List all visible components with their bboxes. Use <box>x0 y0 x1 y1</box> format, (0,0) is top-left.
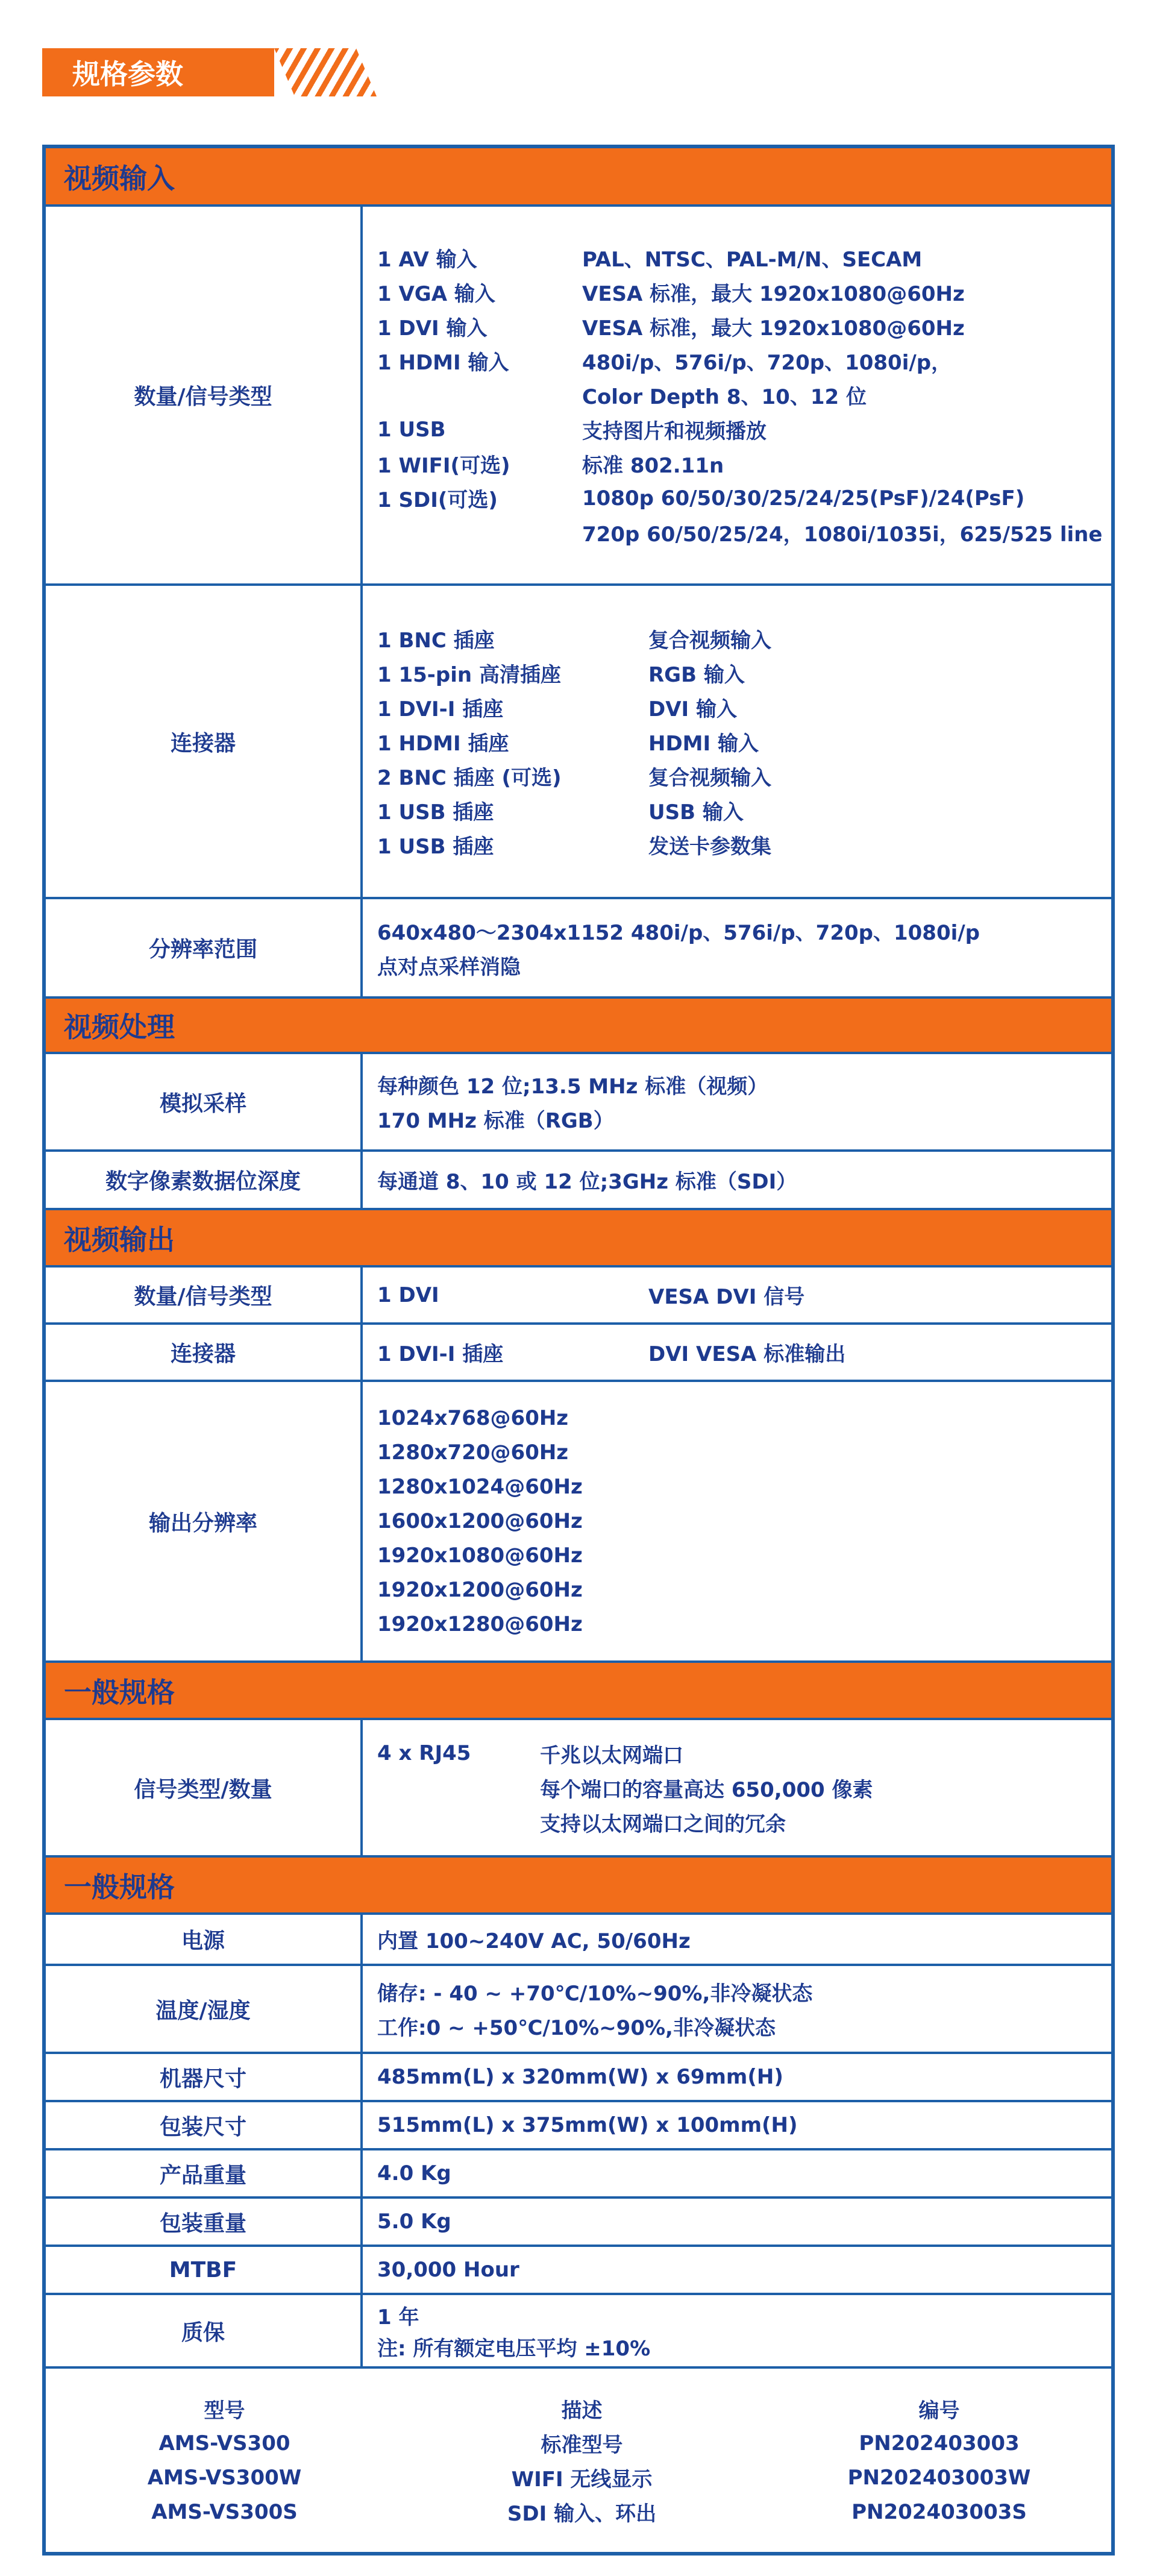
spec-detail: PAL、NTSC、PAL-M/N、SECAM <box>582 248 923 272</box>
spec-detail: 千兆以太网端口 <box>540 1743 683 1768</box>
resolution-item: 1920x1280@60Hz <box>377 1612 583 1636</box>
row-value <box>363 207 1111 583</box>
spec-line <box>377 412 1111 447</box>
row-value: 内置 100~240V AC, 50/60Hz <box>377 1929 691 1953</box>
model-part-number: PN202403003 <box>859 2431 1020 2455</box>
row-label: 连接器 <box>46 586 363 897</box>
model-row <box>46 2495 1118 2529</box>
spec-line: 640x480～2304x1152 480i/p、576i/p、720p、1080i/p <box>377 920 980 945</box>
row-label: 模拟采样 <box>46 1054 363 1149</box>
spec-detail: 每个端口的容量高达 650,000 像素 <box>540 1777 873 1802</box>
model-row <box>46 2460 1118 2495</box>
spec-line <box>377 621 1111 656</box>
row-analog-sampling <box>46 1054 1111 1152</box>
spec-line <box>377 515 1111 550</box>
spec-detail: HDMI 输入 <box>648 731 759 756</box>
section-header-general-1 <box>46 1663 1111 1720</box>
spec-line <box>377 275 1111 309</box>
row-output-count <box>46 1268 1111 1325</box>
model-part-number: PN202403003S <box>851 2499 1027 2524</box>
section-title: 一般规格 <box>64 1676 175 1709</box>
row-value: 515mm(L) x 375mm(W) x 100mm(H) <box>377 2113 798 2137</box>
row-machine-size <box>46 2054 1111 2102</box>
spec-key: 1 AV 输入 <box>377 248 477 272</box>
spec-line <box>377 1736 1111 1771</box>
model-description: 标准型号 <box>541 2433 623 2457</box>
page-title: 规格参数 <box>72 58 183 90</box>
spec-key: 1 15-pin 高清插座 <box>377 662 561 687</box>
spec-line <box>377 656 1111 690</box>
row-label: MTBF <box>46 2247 363 2293</box>
spec-key: 1 BNC 插座 <box>377 628 495 653</box>
row-output-connector <box>46 1325 1111 1382</box>
spec-key: 1 USB 插座 <box>377 834 494 859</box>
models-table <box>46 2369 1111 2552</box>
spec-key: 1 VGA 输入 <box>377 282 495 306</box>
row-package-weight <box>46 2199 1111 2247</box>
row-value <box>363 1382 1111 1660</box>
spec-detail: VESA 标准，最大 1920x1080@60Hz <box>582 316 965 341</box>
page-title-tag <box>42 48 274 96</box>
spec-key: 1 DVI-I 插座 <box>377 697 504 721</box>
spec-table <box>42 145 1115 2556</box>
row-value: 30,000 Hour <box>377 2258 519 2282</box>
row-label: 信号类型/数量 <box>46 1720 363 1855</box>
row-label: 机器尺寸 <box>46 2054 363 2100</box>
spec-detail: RGB 输入 <box>648 662 745 687</box>
row-label: 包装重量 <box>46 2199 363 2245</box>
spec-line <box>377 828 1111 862</box>
spec-line: 点对点采样消隐 <box>377 955 521 979</box>
row-value <box>363 1966 1111 2052</box>
row-temperature <box>46 1966 1111 2054</box>
spec-line <box>377 793 1111 828</box>
spec-detail: DVI VESA 标准输出 <box>648 1342 846 1366</box>
spec-line <box>377 1278 1111 1312</box>
resolution-item: 1280x720@60Hz <box>377 1440 569 1465</box>
row-value: 4.0 Kg <box>377 2161 451 2185</box>
spec-line <box>377 759 1111 793</box>
row-label: 包装尺寸 <box>46 2102 363 2148</box>
model-description: SDI 输入、环出 <box>507 2502 657 2526</box>
column-header: 型号 <box>204 2399 245 2423</box>
row-label: 数字像素数据位深度 <box>46 1152 363 1208</box>
section-header-video-input <box>46 148 1111 207</box>
row-value <box>363 1268 1111 1322</box>
section-header-general-2 <box>46 1858 1111 1915</box>
spec-detail: VESA 标准，最大 1920x1080@60Hz <box>582 282 965 306</box>
spec-line <box>377 1335 1111 1369</box>
row-product-weight <box>46 2150 1111 2199</box>
spec-key: 2 BNC 插座 (可选) <box>377 765 562 790</box>
spec-detail: 支持图片和视频播放 <box>582 419 767 444</box>
spec-key: 1 USB 插座 <box>377 800 494 825</box>
spec-key: 1 DVI 输入 <box>377 316 488 341</box>
spec-detail: 1080p 60/50/30/25/24/25(PsF)/24(PsF) <box>582 486 1025 510</box>
resolution-item: 1920x1200@60Hz <box>377 1578 583 1602</box>
resolution-item: 1920x1080@60Hz <box>377 1544 583 1568</box>
resolution-item: 1600x1200@60Hz <box>377 1509 583 1533</box>
section-title: 视频处理 <box>64 1011 175 1043</box>
spec-line: 每种颜色 12 位;13.5 MHz 标准（视频） <box>377 1075 768 1099</box>
row-input-connectors <box>46 586 1111 899</box>
spec-key: 1 DVI <box>377 1283 439 1307</box>
row-warranty <box>46 2295 1111 2369</box>
section-header-video-output <box>46 1210 1111 1268</box>
spec-detail: 复合视频输入 <box>648 628 771 653</box>
spec-line: 工作:0 ~ +50℃/10%~90%,非冷凝状态 <box>377 2016 776 2040</box>
spec-line <box>377 447 1111 481</box>
spec-detail: USB 输入 <box>648 800 744 825</box>
row-value <box>363 1325 1111 1380</box>
spec-line: 注: 所有额定电压平均 ±10% <box>377 2336 651 2361</box>
spec-line <box>377 344 1111 378</box>
spec-key: 1 USB <box>377 417 446 442</box>
row-label: 产品重量 <box>46 2150 363 2196</box>
spec-detail: DVI 输入 <box>648 697 738 721</box>
row-label: 数量/信号类型 <box>46 1268 363 1322</box>
spec-line <box>377 1771 1111 1805</box>
section-title: 一般规格 <box>64 1870 175 1903</box>
row-value <box>363 1054 1111 1149</box>
row-value <box>363 1152 1111 1208</box>
model-part-number: PN202403003W <box>847 2465 1031 2490</box>
model-row <box>46 2426 1118 2460</box>
spec-line: 1 年 <box>377 2305 419 2329</box>
column-header: 编号 <box>918 2399 960 2423</box>
row-label: 连接器 <box>46 1325 363 1380</box>
spec-key: 1 HDMI 输入 <box>377 351 509 375</box>
row-value <box>363 2295 1111 2366</box>
row-label: 分辨率范围 <box>46 899 363 996</box>
spec-detail: 发送卡参数集 <box>648 834 771 859</box>
spec-line <box>377 481 1111 515</box>
spec-key: 4 x RJ45 <box>377 1741 471 1765</box>
spec-line: 储存: - 40 ~ +70℃/10%~90%,非冷凝状态 <box>377 1982 813 2006</box>
spec-detail: 复合视频输入 <box>648 765 771 790</box>
model-description: WIFI 无线显示 <box>511 2468 653 2492</box>
row-mtbf <box>46 2247 1111 2295</box>
row-power <box>46 1915 1111 1966</box>
spec-detail: 720p 60/50/25/24，1080i/1035i，625/525 line <box>582 523 1103 547</box>
spec-detail: Color Depth 8、10、12 位 <box>582 385 867 409</box>
row-value <box>363 899 1111 996</box>
spec-line <box>377 378 1111 412</box>
row-signal-ports <box>46 1720 1111 1858</box>
row-input-count <box>46 207 1111 586</box>
model-name: AMS-VS300S <box>151 2499 298 2524</box>
models-list <box>46 2369 1118 2552</box>
row-package-size <box>46 2102 1111 2150</box>
spec-key: 1 WIFI(可选) <box>377 454 510 478</box>
spec-line <box>377 690 1111 724</box>
model-name: AMS-VS300W <box>147 2465 302 2490</box>
row-value <box>363 1720 1111 1855</box>
row-output-resolution <box>46 1382 1111 1663</box>
spec-detail: VESA DVI 信号 <box>648 1285 805 1309</box>
row-value: 5.0 Kg <box>377 2210 451 2234</box>
row-label: 输出分辨率 <box>46 1382 363 1660</box>
row-label: 质保 <box>46 2295 363 2366</box>
spec-key: 1 DVI-I 插座 <box>377 1342 504 1366</box>
row-input-resolution <box>46 899 1111 999</box>
section-header-video-processing <box>46 999 1111 1054</box>
spec-line: 170 MHz 标准（RGB） <box>377 1109 614 1133</box>
spec-line <box>377 240 1111 275</box>
spec-key: 1 SDI(可选) <box>377 488 498 512</box>
row-label: 电源 <box>46 1915 363 1964</box>
row-bit-depth <box>46 1152 1111 1210</box>
spec-detail: 480i/p、576i/p、720p、1080i/p， <box>582 351 952 375</box>
row-value: 485mm(L) x 320mm(W) x 69mm(H) <box>377 2065 783 2089</box>
row-label: 数量/信号类型 <box>46 207 363 583</box>
spec-line <box>377 309 1111 344</box>
spec-line: 每通道 8、10 或 12 位;3GHz 标准（SDI） <box>377 1170 797 1194</box>
spec-line <box>377 1805 1111 1839</box>
model-name: AMS-VS300 <box>158 2431 290 2455</box>
spec-key: 1 HDMI 插座 <box>377 731 509 756</box>
models-header-row <box>46 2392 1118 2426</box>
spec-detail: 标准 802.11n <box>582 454 724 478</box>
row-value <box>363 586 1111 897</box>
section-title: 视频输出 <box>64 1223 175 1256</box>
resolution-item: 1024x768@60Hz <box>377 1406 569 1430</box>
title-stripes-decoration <box>274 48 377 96</box>
section-title: 视频输入 <box>64 162 175 195</box>
spec-line <box>377 724 1111 759</box>
row-label: 温度/湿度 <box>46 1966 363 2052</box>
column-header: 描述 <box>561 2399 603 2423</box>
resolution-item: 1280x1024@60Hz <box>377 1475 583 1499</box>
spec-detail: 支持以太网端口之间的冗余 <box>540 1812 786 1836</box>
